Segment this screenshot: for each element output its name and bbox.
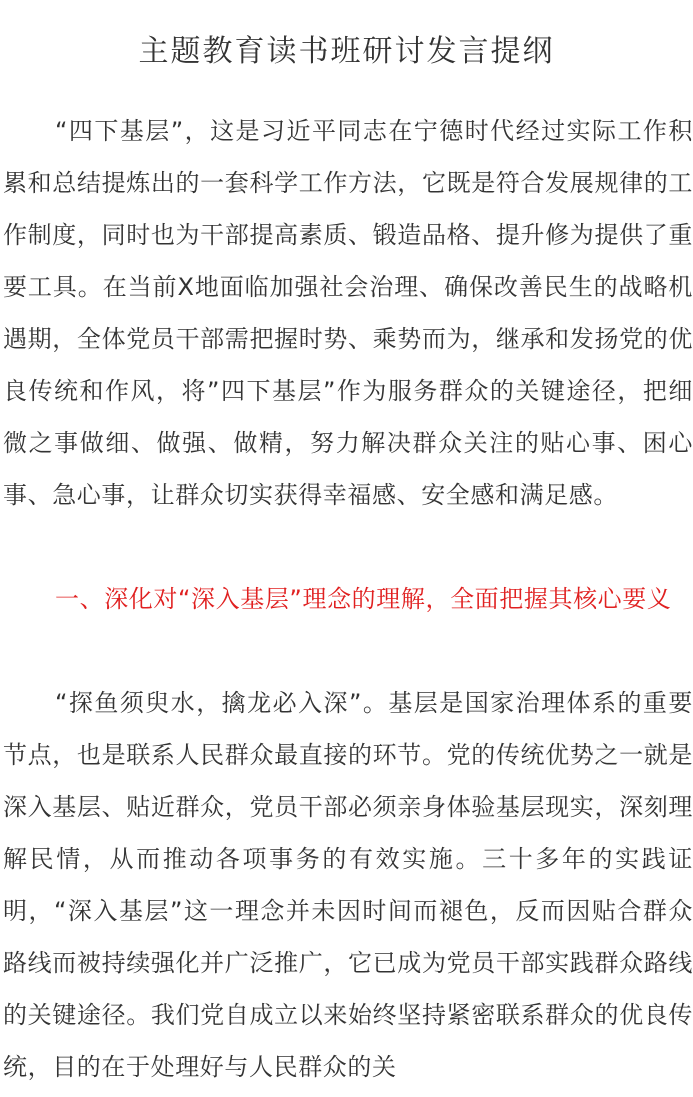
body-paragraph-1: “四下基层”，这是习近平同志在宁德时代经过实际工作积累和总结提炼出的一套科学工作方法，它既是符合发展规律的工作制度，同时也为干部提高素质、锻造品格、提升修为提供了重要工具。在当前X地面临加强社会治理、确保改善民生的战略机遇期，全体党员干部需把握时势、乘势而为，继承和发扬党的优良传统和作风，将”四下基层”作为服务群众的关键途径，把细微之事做细、做强、做精，努力解决群众关注的贴心事、困心事、急心事，让群众切实获得幸福感、安全感和满足感。 (3, 117, 693, 509)
document-title: 主题教育读书班研讨发言提纲 (138, 34, 555, 69)
body-paragraph-2: “探鱼须臾水，擒龙必入深”。基层是国家治理体系的重要节点，也是联系人民群众最直接的环节。党的传统优势之一就是深入基层、贴近群众，党员干部必须亲身体验基层现实，深刻理解民情，从而推动各项事务的有效实施。三十多年的实践证明，“深入基层”这一理念并未因时间而褪色，反而因贴合群众路线而被持续强化并广泛推广，它已成为党员干部实践群众路线的关键途径。我们党自成立以来始终坚持紧密联系群众的优良传统，目的在于处理好与人民群众的关 (3, 689, 693, 1081)
section-heading-1: 一、深化对“深入基层”理念的理解，全面把握其核心要义 (55, 585, 672, 613)
